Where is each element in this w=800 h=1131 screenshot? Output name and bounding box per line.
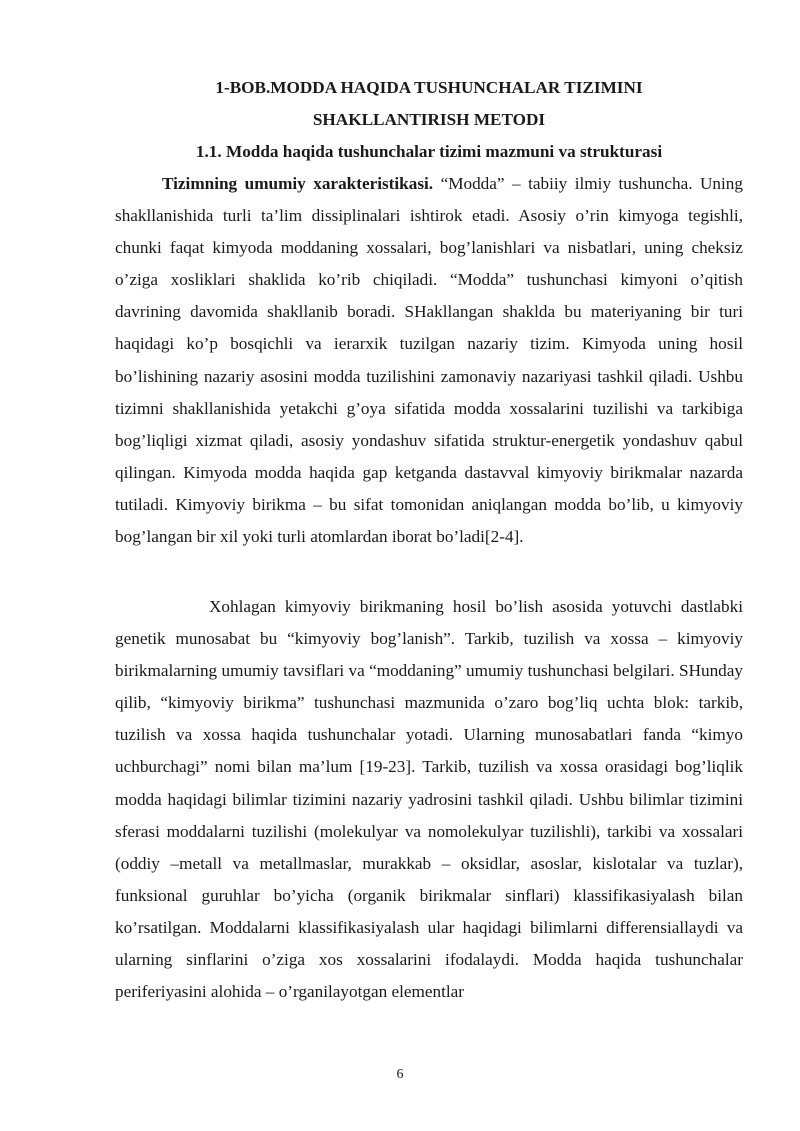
chapter-title-line-1: 1-BOB.MODDA HAQIDA TUSHUNCHALAR TIZIMINI	[215, 78, 643, 97]
chapter-title-line-2: SHAKLLANTIRISH METODI	[312, 110, 546, 129]
paragraph-2: Xohlagan kimyoviy birikmaning hosil bo’lish asosida yotuvchi dastlabki genetik munosabat bu “kimyoviy bog’lanish”. Tarkib, tuzilish va xossa – kimyoviy birikmalarning umumiy tavsiflari va “moddaning” umumiy tushunchasi belgilari. SHunday qilib, “kimyoviy birikma” tushunchasi mazmunida o’zaro bog’liq uchta blok: tarkib, tuzilish va xossa haqida tushunchalar yotadi. Ularning munosabatlari fanda “kimyo uchburchagi” nomi bilan ma’lum [19-23]. Tarkib, tuzilish va xossa orasidagi bog’liqlik modda haqidagi bilimlar tizimini nazariy yadrosini tashkil qiladi. Ushbu bilimlar tizimini sferasi moddalarni tuzilishi (molekulyar va nomolekulyar tuzilishli), tarkibi va xossalari (oddiy –metall va metallmaslar, murakkab – oksidlar, asoslar, kislotalar va tuzlar), funksional guruhlar bo’yicha (organik birikmalar sinflari) klassifikasiyalash bilan ko’rsatilgan. Moddalarni klassifikasiyalash ular haqidagi bilimlarni differensiallaydi va ularning sinflarini o’ziga xos xossalarini ifodalaydi. Modda haqida tushunchalar periferiyasini alohida – o’rganilayotgan elementlar	[115, 597, 743, 1002]
paragraph-1-lead: Tizimning umumiy xarakteristikasi.	[162, 174, 434, 193]
paragraph-1-text: “Modda” – tabiiy ilmiy tushuncha. Uning shakllanishida turli ta’lim dissiplinalari ishtirok etadi. Asosiy o’rin kimyoga tegishli, chunki faqat kimyoda moddaning xossalari, bog’lanishlari va nisbatlari, uning cheksiz o’ziga xosliklari shaklida ko’rib chiqiladi. “Modda” tushunchasi kimyoni o’qitish davrining davomida shakllanib boradi. SHakllangan shaklda bu materiyaning bir turi haqidagi ko’p bosqichli va ierarxik tuzilgan nazariy tizim. Kimyoda uning hosil bo’lishining nazariy asosini modda tuzilishini zamonaviy nazariyasi tashkil qiladi. Ushbu tizimni shakllanishida yetakchi g’oya sifatida modda xossalarini tuzilishi va tarkibiga bog’liqligi xizmat qiladi, asosiy yondashuv sifatida struktur-energetik yondashuv qabul qilingan. Kimyoda modda haqida gap ketganda dastavval kimyoviy birikmalar nazarda tutiladi. Kimyoviy birikma – bu sifat tomonidan aniqlangan modda bo’lib, u kimyoviy bog’langan bir xil yoki turli atomlardan iborat bo’ladi[2-4].	[115, 174, 743, 547]
section-title: 1.1. Modda haqida tushunchalar tizimi mazmuni va strukturasi	[195, 142, 663, 161]
chapter-title	[115, 72, 743, 136]
paragraph-1	[115, 168, 743, 553]
page-number: 6	[396, 1067, 404, 1082]
